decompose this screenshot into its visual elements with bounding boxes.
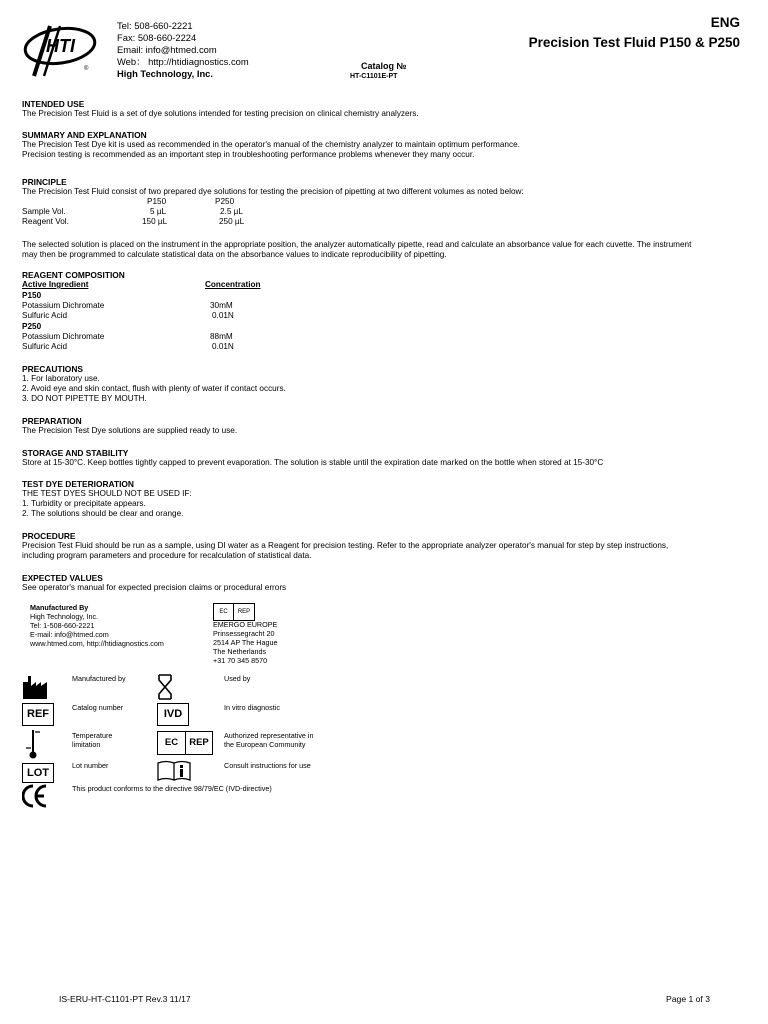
catalog-label: Catalog № [361, 61, 407, 71]
text-line: Precision Test Fluid should be run as a sample, using DI water as a Reagent for precision testing. Refer to the appropriate analyzer operator's manual for step by step instructions, [22, 541, 669, 550]
label-ce: This product conforms to the directive 98/79/EC (IVD-directive) [72, 784, 272, 793]
heading: PRECAUTIONS [22, 364, 83, 374]
text: The Precision Test Dye solutions are supplied ready to use. [22, 426, 238, 435]
ingredient: Potassium Dichromate [22, 301, 105, 310]
language-code: ENG [710, 15, 740, 30]
ec-label: EC [158, 732, 186, 754]
footer-page: Page 1 of 3 [666, 994, 710, 1004]
section-deterioration [22, 479, 747, 520]
text-line: the European Community [224, 740, 306, 749]
footer-doc-id: IS-ERU-HT-C1101-PT Rev.3 11/17 [59, 994, 191, 1004]
ce-mark-icon [22, 784, 48, 808]
ref-box-icon: REF [22, 703, 54, 726]
text-line: THE TEST DYES SHOULD NOT BE USED IF: [22, 489, 192, 498]
heading: TEST DYE DETERIORATION [22, 479, 134, 489]
col-active-ingredient: Active Ingredient [22, 280, 89, 289]
heading: PREPARATION [22, 416, 82, 426]
group-label: P250 [22, 322, 42, 331]
email: Email: info@htmed.com [117, 44, 217, 55]
heading: REAGENT COMPOSITION [22, 270, 125, 280]
fax: Fax: 508-660-2224 [117, 32, 197, 43]
text: The Precision Test Fluid consist of two prepared dye solutions for testing the precision of pipetting at two different volumes as noted below: [22, 187, 524, 196]
section-procedure [22, 531, 747, 561]
heading: EXPECTED VALUES [22, 573, 103, 583]
text-line: EMERGO EUROPE [213, 620, 278, 629]
section-storage [22, 448, 747, 468]
rep-label: REP [189, 737, 209, 748]
catalog-number: HT-C1101E-PT [350, 73, 398, 80]
ec-rep-icon [157, 731, 213, 755]
manufacturer-block [30, 603, 164, 648]
tel: Tel: 508-660-2221 [117, 20, 193, 31]
section-expected-values [22, 573, 747, 593]
text: The Precision Test Fluid is a set of dye solutions intended for testing precision on clinical chemistry analyzers. [22, 109, 419, 118]
rep-label: REP [237, 609, 251, 615]
hourglass-icon [157, 674, 173, 700]
text-line: 1. For laboratory use. [22, 374, 100, 383]
text-line: 2. The solutions should be clear and orange. [22, 509, 184, 519]
book-info-icon [157, 759, 191, 781]
heading: PROCEDURE [22, 531, 76, 541]
heading: SUMMARY AND EXPLANATION [22, 130, 147, 140]
lot-box-icon: LOT [22, 763, 54, 783]
label-manufactured: Manufactured by [72, 674, 126, 683]
ingredient: Potassium Dichromate [22, 332, 105, 341]
text-line: may then be programmed to calculate statistical data on the absorbance values to indicate reproducibility of pipetting. [22, 250, 447, 260]
col-p150: P150 [147, 197, 167, 206]
document-title: Precision Test Fluid P150 & P250 [528, 35, 740, 50]
text-line: limitation [72, 740, 101, 749]
ec-label: EC [214, 604, 234, 620]
text-line: High Technology, Inc. [30, 612, 99, 621]
text-line: The Precision Test Dye kit is used as recommended in the operator's manual of the chemistry analyzer to maintain optimum performance. [22, 140, 520, 149]
text-line: The Netherlands [213, 647, 267, 656]
ec-rep-symbol-small [213, 603, 255, 621]
label-lot: Lot number [72, 761, 109, 770]
factory-icon [22, 674, 48, 700]
principle-paragraph [22, 240, 747, 260]
text: Store at 15-30°C. Keep bottles tightly capped to prevent evaporation. The solution is stable until the expiration date marked on the bottle when stored at 15-30°C [22, 458, 604, 467]
row-value: 2.5 µL [220, 207, 243, 216]
concentration: 88mM [210, 332, 233, 341]
text-line: 2514 AP The Hague [213, 638, 278, 647]
ec-rep-address [213, 620, 277, 665]
label-consult: Consult instructions for use [224, 761, 311, 770]
row-value: 250 µL [219, 217, 245, 226]
heading: PRINCIPLE [22, 177, 67, 187]
text-line: 2. Avoid eye and skin contact, flush with plenty of water if contact occurs. [22, 384, 286, 394]
text-line: Temperature [72, 731, 113, 740]
text-line: 3. DO NOT PIPETTE BY MOUTH. [22, 394, 147, 404]
thermometer-icon [24, 728, 42, 760]
company-name: High Technology, Inc. [117, 68, 214, 79]
text-line: Tel: 1-508-660-2221 [30, 621, 95, 630]
label-ivd: In vitro diagnostic [224, 703, 280, 712]
ingredient: Sulfuric Acid [22, 311, 68, 320]
concentration: 0.01N [212, 311, 234, 320]
heading: Manufactured By [30, 603, 89, 612]
heading: STORAGE AND STABILITY [22, 448, 129, 458]
group-label: P150 [22, 291, 42, 300]
text-line: Precision testing is recommended as an important step in troubleshooting performance problems whenever they many occur. [22, 150, 475, 160]
contact-block [117, 20, 249, 80]
text-line: 1. Turbidity or precipitate appears. [22, 499, 146, 509]
svg-text:HTI: HTI [46, 36, 75, 56]
text-line: E-mail: info@htmed.com [30, 630, 109, 639]
label-catalog: Catalog number [72, 703, 124, 712]
section-precautions [22, 364, 747, 405]
text-line: The selected solution is placed on the instrument in the appropriate position, the analyzer automatically pipette, read and calculate an absorbance value for each cuvette. The instrument [22, 240, 692, 249]
section-preparation [22, 416, 747, 436]
text-line: including program parameters and procedure for recalculation of statistical data. [22, 551, 312, 561]
web: Web： http://htidiagnostics.com [117, 56, 249, 67]
label-temp [72, 731, 112, 749]
heading: INTENDED USE [22, 99, 85, 109]
row-value: 150 µL [142, 217, 168, 226]
text-line: +31 70 345 8570 [213, 656, 268, 665]
ingredient: Sulfuric Acid [22, 342, 68, 351]
label-used-by: Used by [224, 674, 251, 683]
section-reagent [22, 270, 747, 355]
col-p250: P250 [215, 197, 235, 206]
row-value: 5 µL [150, 207, 167, 216]
hti-logo [20, 22, 98, 78]
row-label: Sample Vol. [22, 207, 66, 216]
text-line: Prinsessegracht 20 [213, 629, 275, 638]
section-intended-use [22, 99, 747, 119]
text: See operator's manual for expected precision claims or procedural errors [22, 583, 287, 592]
concentration: 30mM [210, 301, 233, 310]
col-concentration: Concentration [205, 280, 261, 289]
text-line: Authorized representative in [224, 731, 314, 740]
svg-text:®: ® [84, 66, 89, 72]
ivd-box-icon: IVD [157, 703, 189, 726]
text-line: www.htmed.com, http://htidiagnostics.com [30, 639, 164, 648]
label-authorized [224, 731, 314, 749]
concentration: 0.01N [212, 342, 234, 351]
section-principle [22, 177, 747, 237]
section-summary [22, 130, 747, 160]
row-label: Reagent Vol. [22, 217, 69, 226]
